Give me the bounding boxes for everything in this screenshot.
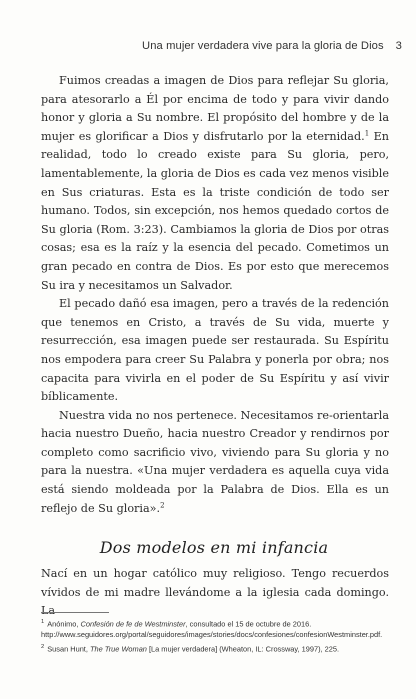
footnote-divider (41, 612, 109, 613)
footnote-1 (41, 617, 389, 640)
footnote-1-post: , consultado el 15 de octubre de 2016. http://www.seguidores.org/portal/seguidores/images/stories/docs/confesiones/confesionWestminster.pdf. (41, 619, 383, 639)
footnote-1-pre: Anónimo, (47, 619, 81, 629)
footnote-1-number: 1 (41, 619, 45, 625)
footnote-2-post: [La mujer verdadera] (Wheaton, IL: Crossway, 1997), 225. (146, 644, 340, 654)
footnote-1-title: Confesión de fe de Westminster (80, 619, 186, 629)
section-intro-paragraph: Nací en un hogar católico muy religioso. Tengo recuerdos vívidos de mi madre llevándome a la iglesia cada domingo. La (41, 567, 389, 618)
paragraph-3 (41, 407, 389, 519)
body-text (41, 72, 389, 518)
page-number: 3 (395, 40, 402, 52)
running-header (62, 40, 402, 52)
paragraph-1 (41, 72, 389, 295)
footnote-ref-1: 1 (364, 129, 370, 138)
section-heading: Dos modelos en mi infancia (99, 538, 329, 557)
footnote-2-number: 2 (41, 644, 45, 651)
footnote-ref-2: 2 (160, 500, 165, 509)
footnote-2-title: The True Woman (89, 644, 147, 654)
paragraph-1-text-a: Fuimos creadas a imagen de Dios para reflejar Su gloria, para atesorarlo a Él por encima de todo y para vivir dando honor y gloria a Su nombre. El propósito del hombre y de la mujer es glorificar a Dios y disfrutarlo por la eternidad. (41, 74, 389, 143)
paragraph-1-text-b: En realidad, todo lo creado existe para Su gloria, pero, lamentablemente, la gloria de Dios es cada vez menos visible en Sus criaturas. Esta es la triste condición de todo ser humano. Todos, sin excepción, nos hemos quedado cortos de Su gloria (Rom. 3:23). Cambiamos la gloria de Dios por otras cosas; esa es la raíz y la esencia del pecado. Cometimos un gran pecado en contra de Dios. Es por esto que merecemos Su ira y necesitamos un Salvador. (41, 129, 389, 292)
footnote-2 (41, 642, 389, 655)
footnote-2-pre: Susan Hunt, (47, 644, 90, 654)
paragraph-2: El pecado dañó esa imagen, pero a través de la redención que tenemos en Cristo, a través de Su vida, muerte y resurrección, esa imagen puede ser restaurada. Su Espíritu nos empodera para creer Su Palabra y ponerla por obra; nos capacita para vivirla en el poder de Su Espíritu y así vivir bíblicamente. (41, 297, 389, 404)
footnotes (41, 617, 389, 657)
paragraph-3-text: Nuestra vida no nos pertenece. Necesitamos re-orientarla hacia nuestro Dueño, hacia nuestro Creador y rendirnos por completo como sacrificio vivo, viviendo para Su gloria y no para la nuestra. «Una mujer verdadera es aquella cuya vida está siendo moldeada por la Palabra de Dios. Ella es un reflejo de Su gloria». (41, 408, 389, 515)
running-title: Una mujer verdadera vive para la gloria de Dios (142, 40, 384, 52)
